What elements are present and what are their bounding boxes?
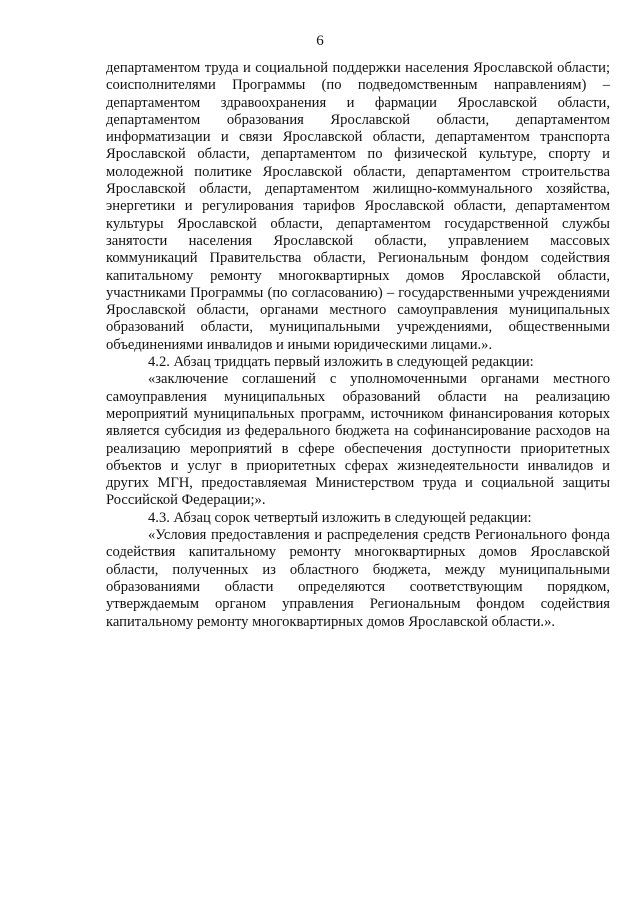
paragraph-quote-4-3: «Условия предоставления и распределения средств Регионального фонда содействия капитальному ремонту многоквартирных домов Ярославской области, полученных из областного бюджета, между муниципальными образованиями области определяются соответствующим порядком, утверждаемым органом управления Региональным фондом содействия капитальному ремонту многоквартирных домов Ярославской области.». <box>106 527 610 630</box>
page-number: 6 <box>316 33 324 49</box>
paragraph-item-4-2: 4.2. Абзац тридцать первый изложить в следующей редакции: <box>148 354 534 371</box>
paragraph-quote-4-2: «заключение соглашений с уполномоченными органами местного самоуправления муниципальных образований области на реализацию мероприятий муниципальных программ, источником финансирования которых является субсидия из федерального бюджета на софинансирование расходов на реализацию мероприятий в сфере обеспечения доступности приоритетных объектов и услуг в приоритетных сферах жизнедеятельности инвалидов и других МГН, предоставляемая Министерством труда и социальной защиты Российской Федерации;». <box>106 371 610 509</box>
document-body <box>106 60 610 631</box>
paragraph-continuation: департаментом труда и социальной поддержки населения Ярославской области; соисполнителями Программы (по подведомственным направлениям) – департаментом здравоохранения и фармации Ярославской области, департаментом образования Ярославской области, департаментом информатизации и связи Ярославской области, департаментом транспорта Ярославской области, департаментом по физической культуре, спорту и молодежной политике Ярославской области, департаментом строительства Ярославской области, департаментом жилищно-коммунального хозяйства, энергетики и регулирования тарифов Ярославской области, департаментом культуры Ярославской области, департаментом государственной службы занятости населения Ярославской области, управлением массовых коммуникаций Правительства области, Региональным фондом содействия капитальному ремонту многоквартирных домов Ярославской области, участниками Программы (по согласованию) – государственными учреждениями Ярославской области, органами местного самоуправления муниципальных образований области, муниципальными учреждениями, общественными объединениями инвалидов и иными юридическими лицами.». <box>106 60 610 353</box>
paragraph-item-4-3: 4.3. Абзац сорок четвертый изложить в следующей редакции: <box>148 509 532 526</box>
